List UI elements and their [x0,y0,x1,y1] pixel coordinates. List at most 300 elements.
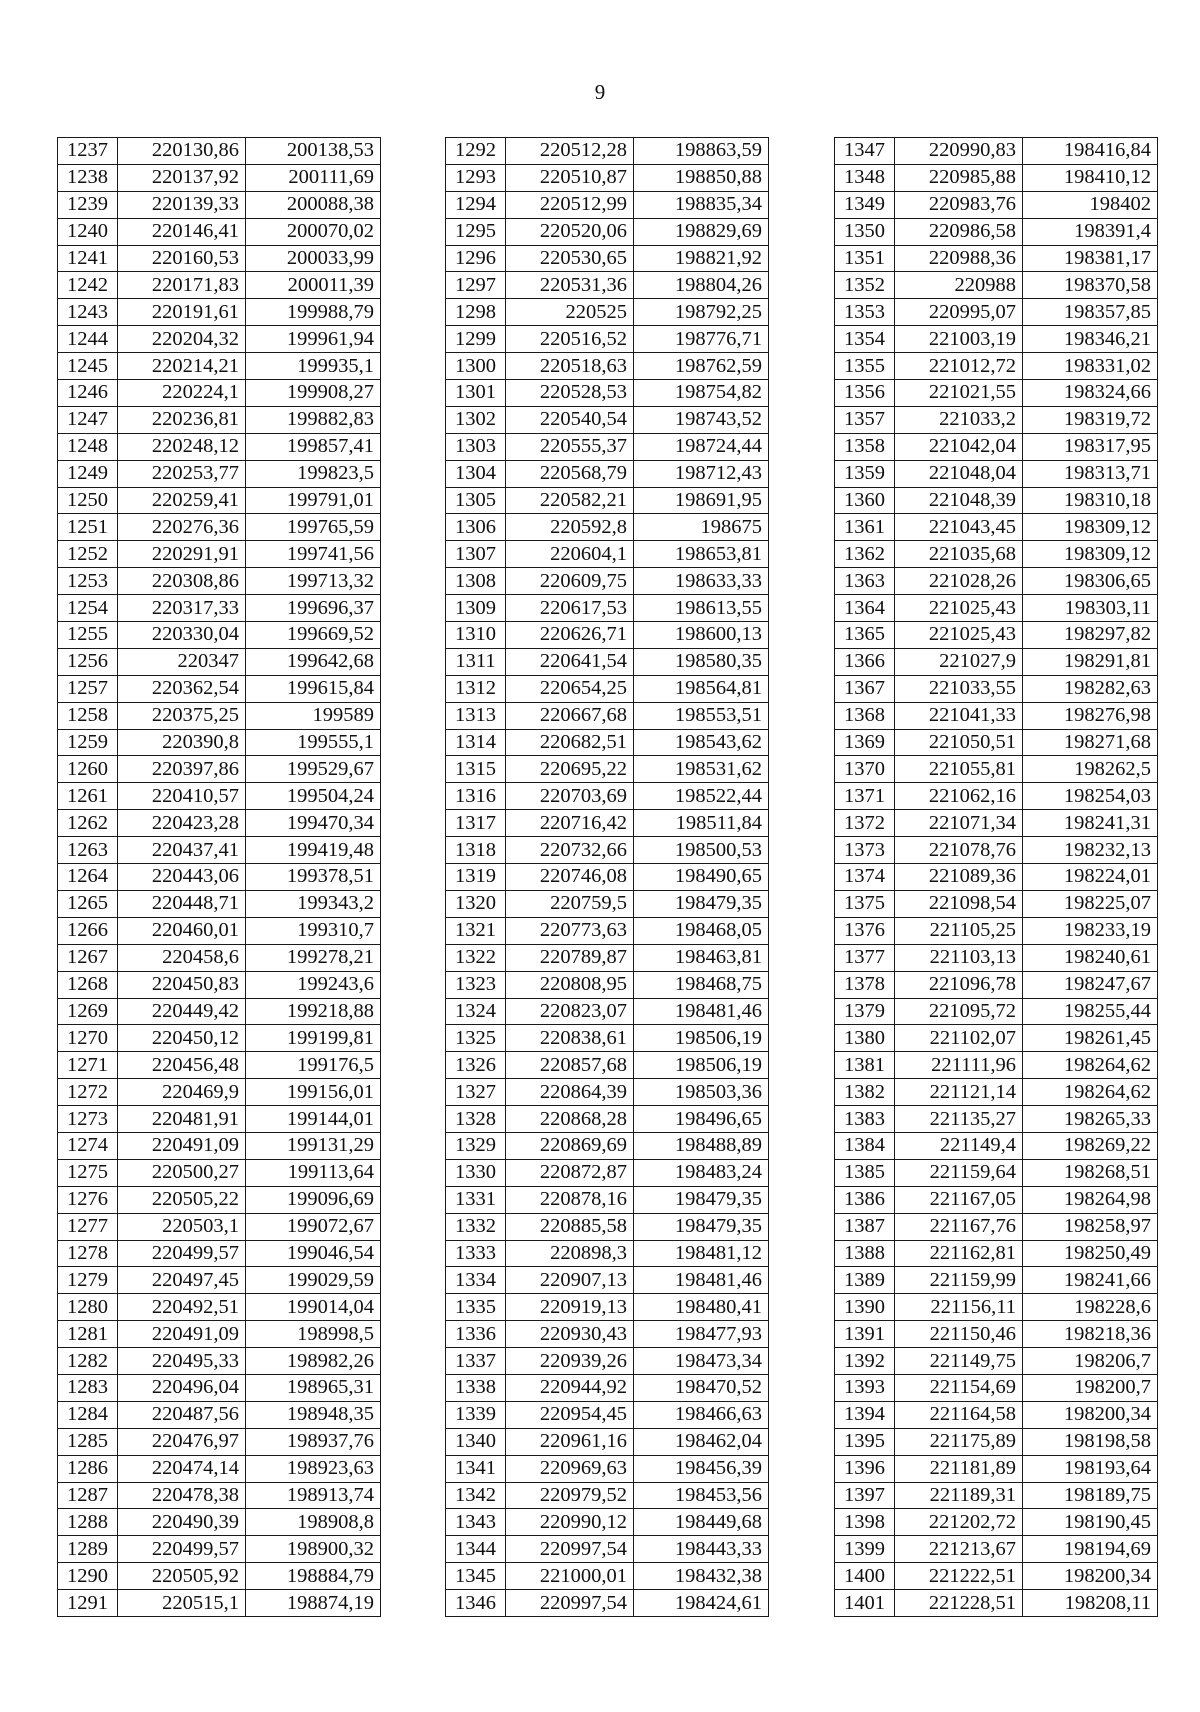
x-coordinate-cell: 220930,43 [506,1321,634,1348]
y-coordinate-cell: 198262,5 [1023,756,1158,783]
table-row [446,917,769,944]
y-coordinate-cell: 199343,2 [246,890,381,917]
x-coordinate-cell: 220204,32 [118,326,246,353]
table-row [58,460,381,487]
point-number-cell: 1291 [58,1590,118,1617]
y-coordinate-cell: 198357,85 [1023,299,1158,326]
table-row [835,138,1158,165]
x-coordinate-cell: 220759,5 [506,890,634,917]
x-coordinate-cell: 221021,55 [895,380,1023,407]
x-coordinate-cell: 220626,71 [506,622,634,649]
y-coordinate-cell: 198309,12 [1023,514,1158,541]
y-coordinate-cell: 198470,52 [634,1374,769,1401]
point-number-cell: 1329 [446,1132,506,1159]
table-row [446,1159,769,1186]
x-coordinate-cell: 220362,54 [118,675,246,702]
x-coordinate-cell: 220500,27 [118,1159,246,1186]
y-coordinate-cell: 198488,89 [634,1132,769,1159]
table-row [58,729,381,756]
table-row [58,1321,381,1348]
x-coordinate-cell: 220308,86 [118,568,246,595]
point-number-cell: 1319 [446,864,506,891]
y-coordinate-cell: 198317,95 [1023,433,1158,460]
table-row [835,1321,1158,1348]
table-row [58,1079,381,1106]
table-row [446,837,769,864]
x-coordinate-cell: 220214,21 [118,353,246,380]
point-number-cell: 1269 [58,998,118,1025]
point-number-cell: 1355 [835,353,895,380]
table-row [58,326,381,353]
x-coordinate-cell: 220869,69 [506,1132,634,1159]
x-coordinate-cell: 220986,58 [895,218,1023,245]
y-coordinate-cell: 198675 [634,514,769,541]
point-number-cell: 1303 [446,433,506,460]
table-row [446,1455,769,1482]
x-coordinate-cell: 220458,6 [118,944,246,971]
point-number-cell: 1257 [58,675,118,702]
x-coordinate-cell: 220469,9 [118,1079,246,1106]
y-coordinate-cell: 200011,39 [246,272,381,299]
x-coordinate-cell: 221048,39 [895,487,1023,514]
table-row [446,1374,769,1401]
table-row [58,702,381,729]
x-coordinate-cell: 220716,42 [506,810,634,837]
table-row [446,783,769,810]
point-number-cell: 1317 [446,810,506,837]
x-coordinate-cell: 221121,14 [895,1079,1023,1106]
y-coordinate-cell: 198511,84 [634,810,769,837]
point-number-cell: 1309 [446,595,506,622]
point-number-cell: 1400 [835,1563,895,1590]
y-coordinate-cell: 198821,92 [634,245,769,272]
y-coordinate-cell: 198792,25 [634,299,769,326]
table-row [58,998,381,1025]
y-coordinate-cell: 199791,01 [246,487,381,514]
point-number-cell: 1308 [446,568,506,595]
y-coordinate-cell: 198206,7 [1023,1348,1158,1375]
x-coordinate-cell: 220838,61 [506,1025,634,1052]
x-coordinate-cell: 220497,45 [118,1267,246,1294]
x-coordinate-cell: 220137,92 [118,164,246,191]
point-number-cell: 1281 [58,1321,118,1348]
table-row [835,1240,1158,1267]
y-coordinate-cell: 198402 [1023,191,1158,218]
point-number-cell: 1346 [446,1590,506,1617]
x-coordinate-cell: 220808,95 [506,971,634,998]
point-number-cell: 1239 [58,191,118,218]
y-coordinate-cell: 198241,31 [1023,810,1158,837]
table-row [446,595,769,622]
y-coordinate-cell: 198543,62 [634,729,769,756]
x-coordinate-cell: 221027,9 [895,648,1023,675]
x-coordinate-cell: 220531,36 [506,272,634,299]
point-number-cell: 1324 [446,998,506,1025]
table-row [58,1025,381,1052]
point-number-cell: 1401 [835,1590,895,1617]
point-number-cell: 1356 [835,380,895,407]
point-number-cell: 1351 [835,245,895,272]
x-coordinate-cell: 220437,41 [118,837,246,864]
table-row [446,1106,769,1133]
point-number-cell: 1315 [446,756,506,783]
x-coordinate-cell: 221222,51 [895,1563,1023,1590]
x-coordinate-cell: 221035,68 [895,541,1023,568]
point-number-cell: 1307 [446,541,506,568]
point-number-cell: 1390 [835,1294,895,1321]
point-number-cell: 1385 [835,1159,895,1186]
point-number-cell: 1301 [446,380,506,407]
point-number-cell: 1386 [835,1186,895,1213]
point-number-cell: 1266 [58,917,118,944]
point-number-cell: 1322 [446,944,506,971]
x-coordinate-cell: 221167,76 [895,1213,1023,1240]
y-coordinate-cell: 198948,35 [246,1401,381,1428]
x-coordinate-cell: 220397,86 [118,756,246,783]
table-row [58,1455,381,1482]
point-number-cell: 1252 [58,541,118,568]
table-row [58,433,381,460]
x-coordinate-cell: 221189,31 [895,1482,1023,1509]
y-coordinate-cell: 198190,45 [1023,1509,1158,1536]
y-coordinate-cell: 198998,5 [246,1321,381,1348]
x-coordinate-cell: 220191,61 [118,299,246,326]
y-coordinate-cell: 198937,76 [246,1428,381,1455]
x-coordinate-cell: 221111,96 [895,1052,1023,1079]
table-row [446,514,769,541]
point-number-cell: 1247 [58,406,118,433]
x-coordinate-cell: 221025,43 [895,595,1023,622]
y-coordinate-cell: 198346,21 [1023,326,1158,353]
table-row [835,622,1158,649]
point-number-cell: 1298 [446,299,506,326]
x-coordinate-cell: 220390,8 [118,729,246,756]
x-coordinate-cell: 220171,83 [118,272,246,299]
x-coordinate-cell: 220518,63 [506,353,634,380]
y-coordinate-cell: 198477,93 [634,1321,769,1348]
point-number-cell: 1399 [835,1536,895,1563]
point-number-cell: 1334 [446,1267,506,1294]
coordinate-table-2 [445,137,769,1617]
y-coordinate-cell: 199935,1 [246,353,381,380]
point-number-cell: 1318 [446,837,506,864]
x-coordinate-cell: 221028,26 [895,568,1023,595]
table-row [835,299,1158,326]
x-coordinate-cell: 220491,09 [118,1132,246,1159]
point-number-cell: 1292 [446,138,506,165]
point-number-cell: 1245 [58,353,118,380]
y-coordinate-cell: 198449,68 [634,1509,769,1536]
x-coordinate-cell: 220520,06 [506,218,634,245]
y-coordinate-cell: 198500,53 [634,837,769,864]
point-number-cell: 1358 [835,433,895,460]
point-number-cell: 1275 [58,1159,118,1186]
y-coordinate-cell: 198463,81 [634,944,769,971]
x-coordinate-cell: 221149,4 [895,1132,1023,1159]
table-row [835,541,1158,568]
point-number-cell: 1288 [58,1509,118,1536]
point-number-cell: 1304 [446,460,506,487]
y-coordinate-cell: 199765,59 [246,514,381,541]
point-number-cell: 1300 [446,353,506,380]
y-coordinate-cell: 198653,81 [634,541,769,568]
table-row [835,1079,1158,1106]
point-number-cell: 1380 [835,1025,895,1052]
y-coordinate-cell: 199669,52 [246,622,381,649]
x-coordinate-cell: 220872,87 [506,1159,634,1186]
point-number-cell: 1237 [58,138,118,165]
point-number-cell: 1250 [58,487,118,514]
point-number-cell: 1372 [835,810,895,837]
table-row [58,1348,381,1375]
x-coordinate-cell: 221041,33 [895,702,1023,729]
table-row [58,837,381,864]
x-coordinate-cell: 220375,25 [118,702,246,729]
table-row [446,890,769,917]
y-coordinate-cell: 198522,44 [634,783,769,810]
y-coordinate-cell: 198874,19 [246,1590,381,1617]
table-row [446,1348,769,1375]
y-coordinate-cell: 198724,44 [634,433,769,460]
x-coordinate-cell: 221078,76 [895,837,1023,864]
table-row [446,460,769,487]
y-coordinate-cell: 198762,59 [634,353,769,380]
point-number-cell: 1325 [446,1025,506,1052]
x-coordinate-cell: 220499,57 [118,1240,246,1267]
y-coordinate-cell: 198224,01 [1023,864,1158,891]
x-coordinate-cell: 220898,3 [506,1240,634,1267]
y-coordinate-cell: 198835,34 [634,191,769,218]
point-number-cell: 1328 [446,1106,506,1133]
x-coordinate-cell: 220130,86 [118,138,246,165]
point-number-cell: 1353 [835,299,895,326]
table-row [835,460,1158,487]
table-row [58,245,381,272]
point-number-cell: 1398 [835,1509,895,1536]
y-coordinate-cell: 198232,13 [1023,837,1158,864]
table-row [835,944,1158,971]
y-coordinate-cell: 198829,69 [634,218,769,245]
y-coordinate-cell: 198250,49 [1023,1240,1158,1267]
point-number-cell: 1310 [446,622,506,649]
x-coordinate-cell: 220410,57 [118,783,246,810]
table-row [446,218,769,245]
point-number-cell: 1373 [835,837,895,864]
x-coordinate-cell: 221150,46 [895,1321,1023,1348]
y-coordinate-cell: 199131,29 [246,1132,381,1159]
x-coordinate-cell: 220695,22 [506,756,634,783]
table-row [58,648,381,675]
y-coordinate-cell: 198319,72 [1023,406,1158,433]
table-row [58,944,381,971]
table-row [835,380,1158,407]
point-number-cell: 1261 [58,783,118,810]
table-row [58,353,381,380]
point-number-cell: 1271 [58,1052,118,1079]
table-row [446,245,769,272]
point-number-cell: 1333 [446,1240,506,1267]
table-row [835,837,1158,864]
y-coordinate-cell: 198241,66 [1023,1267,1158,1294]
y-coordinate-cell: 198200,34 [1023,1563,1158,1590]
table-row [446,191,769,218]
y-coordinate-cell: 198850,88 [634,164,769,191]
x-coordinate-cell: 220525 [506,299,634,326]
table-row [446,1401,769,1428]
table-row [446,810,769,837]
table-row [835,648,1158,675]
x-coordinate-cell: 221089,36 [895,864,1023,891]
x-coordinate-cell: 220443,06 [118,864,246,891]
table-row [835,568,1158,595]
table-row [835,218,1158,245]
y-coordinate-cell: 198297,82 [1023,622,1158,649]
table-row [835,702,1158,729]
x-coordinate-cell: 221103,13 [895,944,1023,971]
y-coordinate-cell: 198254,03 [1023,783,1158,810]
x-coordinate-cell: 220857,68 [506,1052,634,1079]
table-row [835,514,1158,541]
x-coordinate-cell: 220703,69 [506,783,634,810]
y-coordinate-cell: 198754,82 [634,380,769,407]
y-coordinate-cell: 199741,56 [246,541,381,568]
table-row [58,380,381,407]
point-number-cell: 1391 [835,1321,895,1348]
point-number-cell: 1357 [835,406,895,433]
table-row [58,164,381,191]
table-row [58,864,381,891]
point-number-cell: 1362 [835,541,895,568]
table-row [446,406,769,433]
x-coordinate-cell: 220474,14 [118,1455,246,1482]
y-coordinate-cell: 198913,74 [246,1482,381,1509]
point-number-cell: 1273 [58,1106,118,1133]
y-coordinate-cell: 199988,79 [246,299,381,326]
x-coordinate-cell: 221050,51 [895,729,1023,756]
point-number-cell: 1348 [835,164,895,191]
point-number-cell: 1297 [446,272,506,299]
y-coordinate-cell: 198982,26 [246,1348,381,1375]
y-coordinate-cell: 198466,63 [634,1401,769,1428]
y-coordinate-cell: 198331,02 [1023,353,1158,380]
x-coordinate-cell: 221102,07 [895,1025,1023,1052]
x-coordinate-cell: 220510,87 [506,164,634,191]
point-number-cell: 1254 [58,595,118,622]
point-number-cell: 1344 [446,1536,506,1563]
x-coordinate-cell: 220224,1 [118,380,246,407]
page-number: 9 [594,80,606,104]
y-coordinate-cell: 198432,38 [634,1563,769,1590]
x-coordinate-cell: 220907,13 [506,1267,634,1294]
table-row [835,353,1158,380]
point-number-cell: 1397 [835,1482,895,1509]
x-coordinate-cell: 220512,28 [506,138,634,165]
point-number-cell: 1248 [58,433,118,460]
table-row [835,1590,1158,1617]
y-coordinate-cell: 198473,34 [634,1348,769,1375]
point-number-cell: 1323 [446,971,506,998]
point-number-cell: 1347 [835,138,895,165]
x-coordinate-cell: 220515,1 [118,1590,246,1617]
y-coordinate-cell: 198481,46 [634,1267,769,1294]
x-coordinate-cell: 221033,55 [895,675,1023,702]
point-number-cell: 1278 [58,1240,118,1267]
table-row [835,164,1158,191]
x-coordinate-cell: 220450,12 [118,1025,246,1052]
point-number-cell: 1343 [446,1509,506,1536]
table-row [446,487,769,514]
table-row [58,1267,381,1294]
point-number-cell: 1280 [58,1294,118,1321]
table-row [446,1563,769,1590]
table-row [446,568,769,595]
y-coordinate-cell: 199470,34 [246,810,381,837]
y-coordinate-cell: 198271,68 [1023,729,1158,756]
table-row [835,1401,1158,1428]
x-coordinate-cell: 221003,19 [895,326,1023,353]
x-coordinate-cell: 221159,64 [895,1159,1023,1186]
point-number-cell: 1314 [446,729,506,756]
y-coordinate-cell: 198480,41 [634,1294,769,1321]
table-row [58,406,381,433]
x-coordinate-cell: 221095,72 [895,998,1023,1025]
x-coordinate-cell: 220317,33 [118,595,246,622]
y-coordinate-cell: 198456,39 [634,1455,769,1482]
y-coordinate-cell: 199243,6 [246,971,381,998]
x-coordinate-cell: 220528,53 [506,380,634,407]
y-coordinate-cell: 198391,4 [1023,218,1158,245]
x-coordinate-cell: 221159,99 [895,1267,1023,1294]
y-coordinate-cell: 199072,67 [246,1213,381,1240]
point-number-cell: 1258 [58,702,118,729]
x-coordinate-cell: 220448,71 [118,890,246,917]
point-number-cell: 1296 [446,245,506,272]
table-row [446,353,769,380]
point-number-cell: 1354 [835,326,895,353]
y-coordinate-cell: 198265,33 [1023,1106,1158,1133]
x-coordinate-cell: 220499,57 [118,1536,246,1563]
x-coordinate-cell: 220505,22 [118,1186,246,1213]
point-number-cell: 1387 [835,1213,895,1240]
y-coordinate-cell: 200088,38 [246,191,381,218]
x-coordinate-cell: 220868,28 [506,1106,634,1133]
point-number-cell: 1289 [58,1536,118,1563]
point-number-cell: 1389 [835,1267,895,1294]
x-coordinate-cell: 220512,99 [506,191,634,218]
y-coordinate-cell: 199144,01 [246,1106,381,1133]
y-coordinate-cell: 198255,44 [1023,998,1158,1025]
table-row [58,1428,381,1455]
y-coordinate-cell: 198247,67 [1023,971,1158,998]
point-number-cell: 1274 [58,1132,118,1159]
x-coordinate-cell: 220609,75 [506,568,634,595]
table-row [446,1509,769,1536]
point-number-cell: 1268 [58,971,118,998]
y-coordinate-cell: 198496,65 [634,1106,769,1133]
x-coordinate-cell: 220236,81 [118,406,246,433]
x-coordinate-cell: 220961,16 [506,1428,634,1455]
x-coordinate-cell: 220491,09 [118,1321,246,1348]
x-coordinate-cell: 220450,83 [118,971,246,998]
point-number-cell: 1312 [446,675,506,702]
y-coordinate-cell: 200070,02 [246,218,381,245]
y-coordinate-cell: 199504,24 [246,783,381,810]
y-coordinate-cell: 198479,35 [634,1186,769,1213]
point-number-cell: 1316 [446,783,506,810]
x-coordinate-cell: 220460,01 [118,917,246,944]
y-coordinate-cell: 199419,48 [246,837,381,864]
y-coordinate-cell: 198506,19 [634,1025,769,1052]
